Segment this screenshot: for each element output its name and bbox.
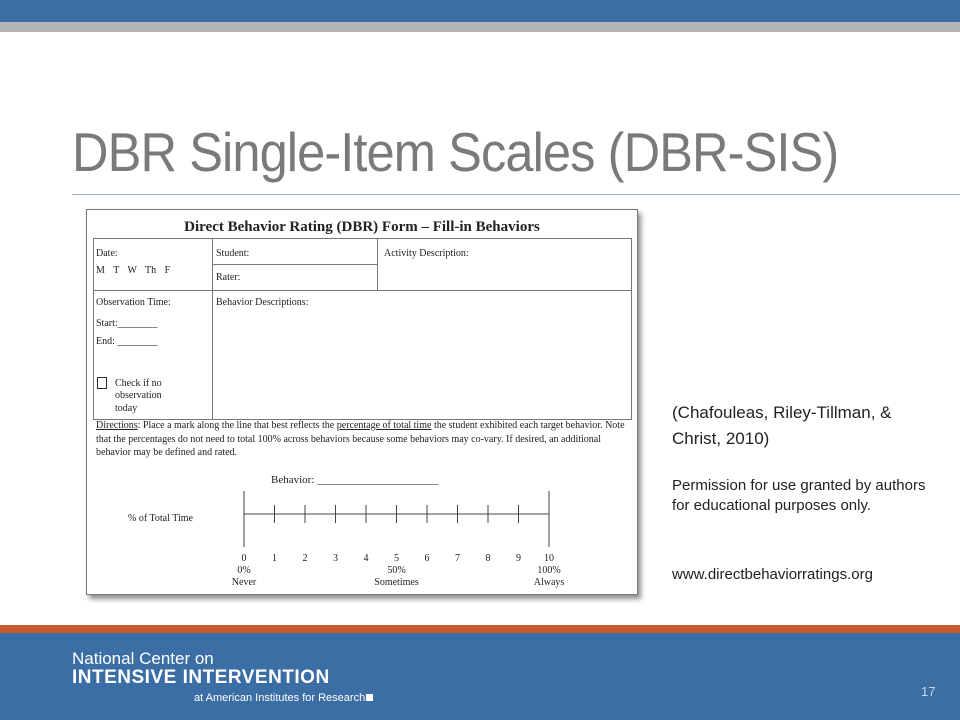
checkbox-label-1: Check if no [115, 378, 162, 389]
permission-text: Permission for use granted by authors for educational purposes only. [672, 477, 926, 514]
scale-anchor-word: Always [533, 577, 565, 588]
scale-tick-label: 8 [485, 553, 491, 564]
page-number: 17 [921, 684, 936, 699]
scale-tick-label: 1 [272, 553, 277, 564]
percent-total-label: % of Total Time [128, 513, 193, 524]
top-gray-bar [0, 22, 960, 32]
start-label: Start:________ [96, 318, 158, 329]
scale-tick-label: 7 [455, 553, 460, 564]
org-line-3: at American Institutes for Research [194, 692, 366, 704]
scale-anchor-percent: 0% [237, 565, 251, 576]
date-label: Date: [96, 248, 118, 259]
scale-tick-label: 2 [302, 553, 308, 564]
rater-label: Rater: [216, 272, 241, 283]
activity-label: Activity Description: [384, 248, 469, 259]
scale-tick-label: 9 [516, 553, 521, 564]
directions-post: the student exhibited each target behavior. Note that the percentages do not need to total 100% across behaviors because some behaviors may co-vary. If desired, an additional behavior may be defined and rated. [96, 420, 625, 458]
checkbox-label-2: observation [115, 390, 162, 401]
behavior-desc-label: Behavior Descriptions: [216, 297, 309, 308]
rating-scale [87, 210, 637, 594]
scale-anchor-word: Never [231, 577, 257, 588]
scale-tick-label: 0 [241, 553, 247, 564]
checkbox-label-3: today [115, 403, 138, 414]
behavior-line-label: Behavior: ______________________ [271, 474, 439, 486]
observation-time-label: Observation Time: [96, 297, 171, 308]
scale-tick-label: 6 [424, 553, 430, 564]
directions-pre: : Place a mark along the line that best reflects the [137, 420, 337, 431]
slide-title: DBR Single-Item Scales (DBR-SIS) [72, 121, 839, 183]
directions-underlined: percentage of total time [336, 420, 432, 431]
title-divider [72, 194, 960, 195]
website-url: www.directbehaviorratings.org [672, 566, 873, 583]
top-accent-bar [0, 0, 960, 22]
scale-tick-label: 5 [394, 553, 399, 564]
form-title: Direct Behavior Rating (DBR) Form – Fill-in Behaviors [184, 219, 540, 235]
scale-anchor-percent: 50% [387, 565, 406, 576]
footer-accent-bar [0, 625, 960, 633]
logo-square-icon [366, 694, 373, 701]
citation-text: (Chafouleas, Riley-Tillman, & Christ, 2010) [672, 403, 892, 448]
scale-tick-label: 10 [544, 553, 554, 564]
days-of-week: M T W Th F [96, 265, 171, 276]
org-line-1: National Center on [72, 649, 214, 668]
scale-anchor-percent: 100% [537, 565, 561, 576]
directions-label: Directions [96, 420, 138, 431]
scale-tick-label: 3 [333, 553, 338, 564]
scale-tick-label: 4 [363, 553, 369, 564]
org-line-2: INTENSIVE INTERVENTION [72, 667, 330, 688]
dbr-form-image [86, 209, 638, 595]
student-label: Student: [216, 248, 250, 259]
end-label: End: ________ [96, 336, 158, 347]
scale-anchor-word: Sometimes [374, 577, 419, 588]
